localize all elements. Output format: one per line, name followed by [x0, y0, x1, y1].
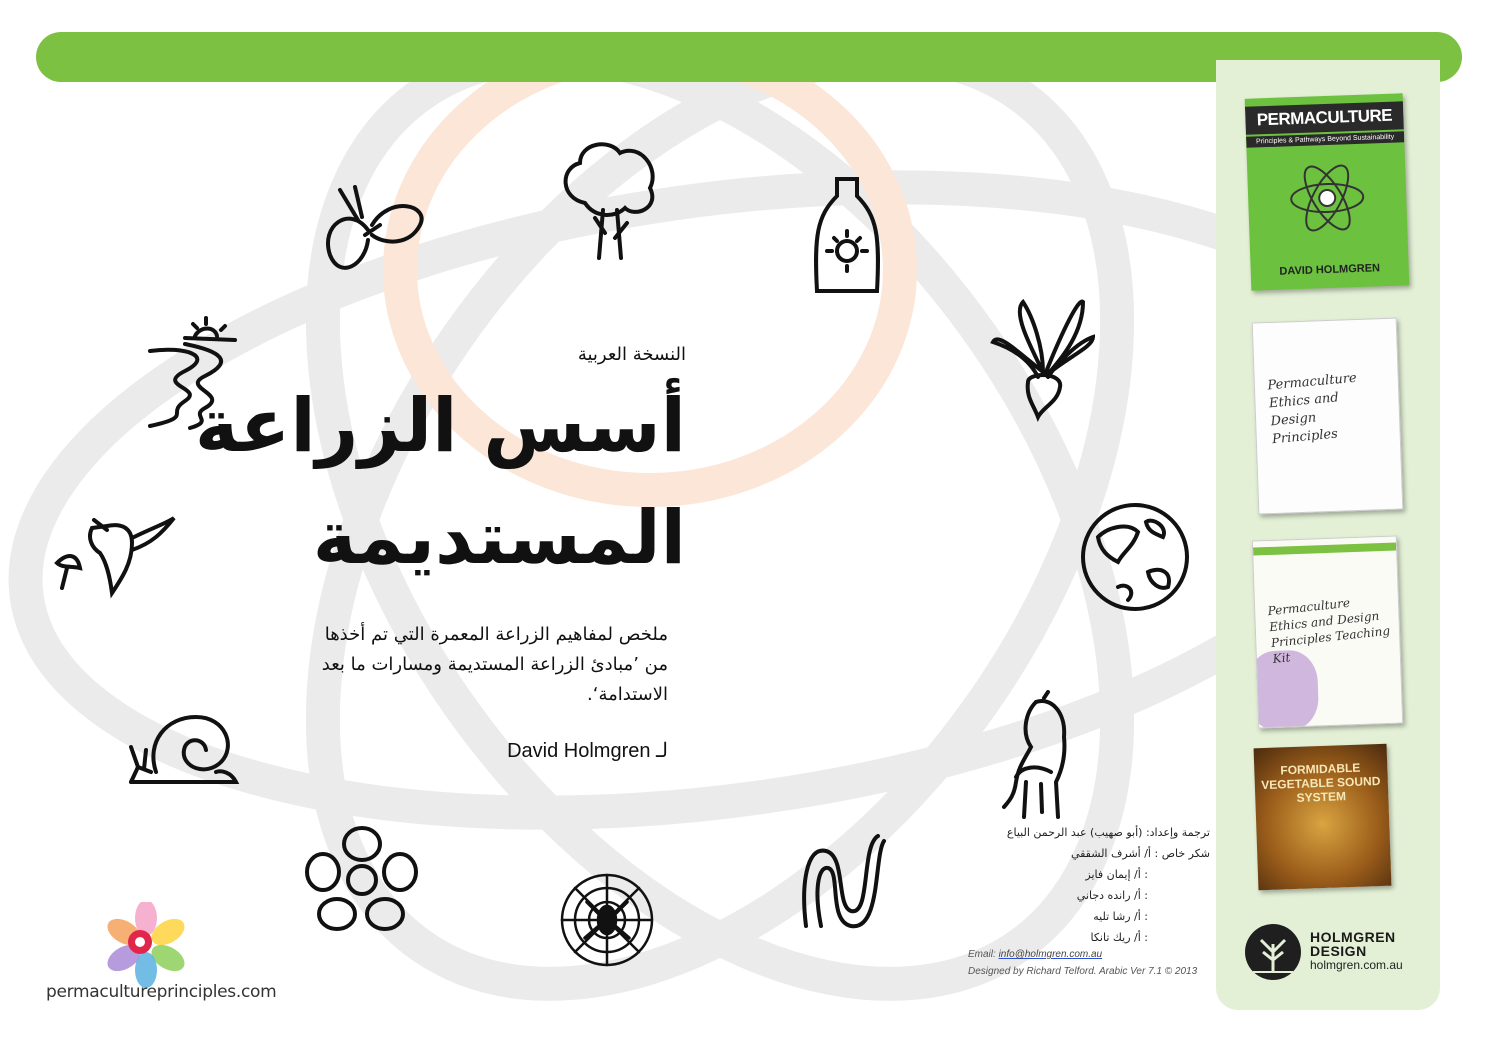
book-cover-ethics: [1252, 318, 1404, 515]
thanks-row-3: : أ/ رانده دجاني: [1076, 889, 1148, 902]
thanks-name: أ/ رانده دجاني: [1076, 889, 1141, 902]
worm-icon: [796, 826, 886, 931]
book4-title: FORMIDABLE VEGETABLE SOUND SYSTEM: [1261, 760, 1381, 805]
book1-flower-icon: [1286, 157, 1369, 240]
summary-line-3: الاستدامة‘.: [587, 684, 668, 705]
holmgren-tree-logo: [1243, 922, 1303, 982]
book2-title: Permaculture Ethics and Design Principles: [1266, 370, 1358, 448]
horse-icon: [996, 692, 1086, 822]
title-line-2: المستديمة: [312, 495, 686, 581]
book3-band: [1253, 543, 1396, 556]
snail-icon: [126, 712, 241, 787]
footer-meta: [968, 946, 1197, 980]
brand-name-line-2: DESIGN: [1310, 943, 1367, 959]
author-name: David Holmgren: [507, 740, 651, 762]
thanks-name: أ/ إيمان فايز: [1085, 868, 1141, 881]
bird-icon: [52, 508, 177, 603]
butterfly-icon: [310, 185, 430, 285]
thanks-name: أ/ ريك تانكا: [1090, 931, 1141, 944]
thanks-row-2: : أ/ إيمان فايز: [1085, 868, 1148, 881]
thanks-label: شكر خاص: [1161, 847, 1210, 860]
summary-text: [290, 620, 668, 710]
globe-icon: [1078, 502, 1193, 612]
email-link[interactable]: info@holmgren.com.au: [998, 949, 1103, 960]
holmgren-design-brand: [1310, 930, 1403, 972]
site-url[interactable]: permacultureprinciples.com: [46, 982, 277, 1002]
email-row: [968, 946, 1197, 963]
book-cover-teaching-kit: [1252, 536, 1403, 729]
book1-subtitle: Principles & Pathways Beyond Sustainability: [1246, 131, 1404, 148]
summary-line-2: من ’مبادئ الزراعة المستديمة ومسارات ما بعد: [321, 654, 668, 675]
thanks-name: أ/ أشرف الشققي: [1070, 847, 1151, 860]
title-line-1: أسس الزراعة: [194, 383, 686, 469]
designed-by: Designed by Richard Telford. Arabic Ver 7.1 © 2013: [968, 966, 1198, 977]
thanks-row-1: شكر خاص : أ/ أشرف الشققي: [1070, 847, 1210, 860]
thanks-row-4: : أ/ رشا تليه: [1093, 910, 1148, 923]
author-credit: [430, 738, 668, 763]
book1-author: DAVID HOLMGREN: [1279, 262, 1381, 278]
flower-icon: [305, 822, 420, 932]
spider-icon: [557, 858, 657, 983]
book3-title: Permaculture Ethics and Design Principles Teaching Kit: [1266, 595, 1391, 667]
credits-block: [960, 822, 1210, 948]
bottle-icon: [812, 176, 882, 296]
brand-name-line-1: HOLMGREN: [1310, 929, 1396, 945]
edition-label: النسخة العربية: [577, 344, 686, 365]
brand-url[interactable]: holmgren.com.au: [1310, 958, 1403, 972]
thanks-name: أ/ رشا تليه: [1093, 910, 1141, 923]
summary-line-1: ملخص لمفاهيم الزراعة المعمرة التي تم أخذها: [324, 624, 668, 645]
author-prefix: لـ: [656, 740, 668, 762]
translation-credit: ترجمة وإعداد: (أبو صهيب) عبد الرحمن البياع: [1006, 826, 1210, 839]
book-cover-formidable-vegetable: [1254, 744, 1392, 891]
book1-title: PERMACULTURE: [1245, 101, 1404, 134]
email-label: Email:: [968, 949, 996, 960]
book-cover-permaculture: [1245, 93, 1410, 290]
tree-icon: [555, 138, 665, 263]
page-title: [180, 370, 686, 594]
thanks-row-5: : أ/ ريك تانكا: [1090, 931, 1148, 944]
plant-icon: [988, 292, 1098, 422]
